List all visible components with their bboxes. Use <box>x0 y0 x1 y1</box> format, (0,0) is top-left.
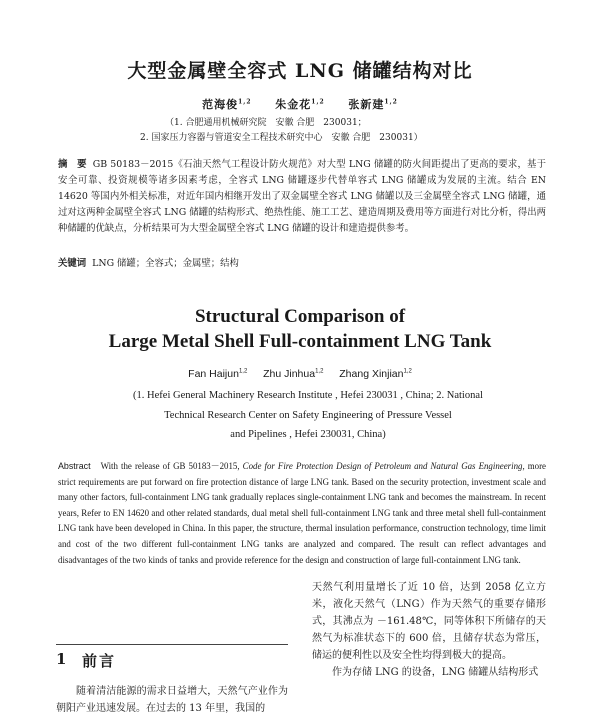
english-affiliation-line-2: Technical Research Center on Safety Engineering of Pressure Vessel <box>164 409 452 421</box>
english-affiliation-line-3: and Pipelines , Hefei 230031, China) <box>230 429 386 440</box>
author-sup: 1,2 <box>315 368 324 375</box>
author-name: 范海俊 <box>202 98 239 111</box>
english-affiliation-line-1: (1. Hefei General Machinery Research Institute , Hefei 230031 , China; 2. National <box>133 390 483 401</box>
english-affiliation <box>88 386 528 445</box>
body-left-column: 随着清洁能源的需求日益增大，天然气产业作为朝阳产业迅速发展。在过去的 13 年里，我国的 <box>56 686 288 714</box>
author-name: Fan Haijun <box>188 368 239 380</box>
author-sup: 1,2 <box>311 98 325 106</box>
chinese-affiliation-1: （1. 合肥通用机械研究院 安徽 合肥 230031； <box>165 118 367 128</box>
section-number: 1 <box>56 650 67 668</box>
author-sup: 1,2 <box>238 98 252 106</box>
english-title-line-1: Structural Comparison of <box>194 306 406 327</box>
chinese-abstract-label: 摘 要 <box>58 159 87 170</box>
author-name: Zhu Jinhua <box>263 368 316 380</box>
english-authors <box>0 368 600 380</box>
english-title-line-2: Large Metal Shell Full-containment LNG Tank <box>108 331 492 352</box>
chinese-keywords-text: LNG 储罐；全容式；金属壁；结构 <box>92 258 239 269</box>
chinese-keywords-label: 关键词 <box>58 258 87 269</box>
chinese-authors <box>0 96 600 112</box>
author-sup: 1,2 <box>403 368 412 375</box>
chinese-keywords <box>58 256 546 272</box>
chinese-title: 大型金属壁全容式 LNG 储罐结构对比 <box>127 60 473 82</box>
chinese-affiliation-2: 2. 国家压力容器与管道安全工程技术研究中心 安徽 合肥 230031） <box>140 133 423 143</box>
body-right-column <box>312 579 546 681</box>
english-abstract <box>58 459 546 568</box>
author-sup: 1,2 <box>238 368 248 375</box>
chinese-abstract <box>58 157 546 237</box>
author-name: 张新建 <box>348 98 385 111</box>
author-name: 朱金花 <box>275 98 312 111</box>
section-divider <box>56 644 288 645</box>
author-name: Zhang Xinjian <box>339 368 404 380</box>
body-right-paragraph-2: 作为存储 LNG 的设备，LNG 储罐从结构形式 <box>332 667 539 678</box>
english-abstract-pre: With the release of GB 50183－2015, <box>100 461 243 471</box>
english-abstract-code-title: Code for Fire Protection Design of Petroleum and Natural Gas Engineering <box>242 461 523 471</box>
section-title: 前言 <box>82 652 117 670</box>
body-right-paragraph-1: 天然气利用量增长了近 10 倍，达到 2058 亿立方米，液化天然气（LNG）作为天然气的重要存储形式，其沸点为 －161.48℃，同等体积下所储存的天然气为标准状态下的 600 倍，且储存状态为常压，储运的便利性以及安全性均得到极大的提高。 <box>312 582 546 661</box>
english-abstract-body: , more strict requirements are put forward on fire protection distance of large LNG tank. Based on the security protection, investment scale and many other factors, full-containment LNG tank gradually replaces single-containment LNG tank and becomes the mainstream. In recent years, Refer to EN 14620 and other related standards, dual metal shell full-containment LNG tank and three metal shell full-containment LNG tank have been developed in China. In this paper, the structure, thermal insulation performance, construction technology, time limit and cost of the two different full-containment LNG tanks are analyzed and compared. The result can reflect advantages and disadvantages of the two kinds of tanks and provide reference for the design and construction of large full-containment LNG tank. <box>58 461 546 565</box>
chinese-abstract-text: GB 50183－2015《石油天然气工程设计防火规范》对大型 LNG 储罐的防火间距提出了更高的要求，基于安全可靠、投资规模等诸多因素考虑，全容式 LNG 储罐逐步代替单容式 LNG 储罐成为发展的主流。结合 EN 14620 等国内外相关标准，对近年国内相继开发出了双金属壁全容式 LNG 储罐以及三金属壁全容式 LNG 储罐，通过对这两种金属壁全容式 LNG 储罐的结构形式、绝热性能、施工工艺、建造周期及费用等方面进行对比分析，得出两种储罐的优缺点，分析结果可为大型金属壁全容式 LNG 储罐的设计和建造提供参考。 <box>58 159 546 234</box>
author-sup: 1,2 <box>384 98 398 106</box>
english-abstract-label: Abstract <box>58 461 91 471</box>
